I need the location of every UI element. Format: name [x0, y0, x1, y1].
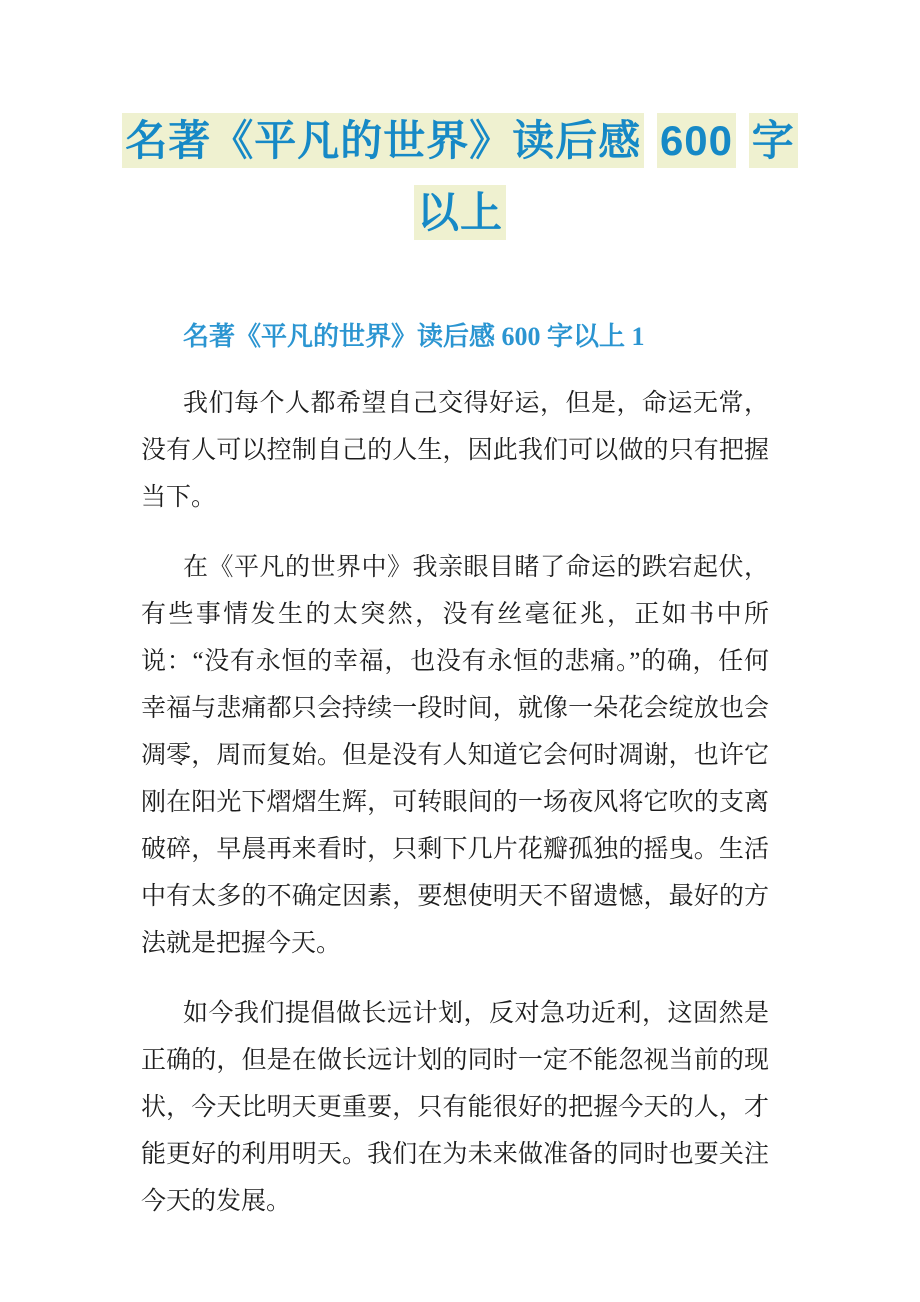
title-highlight-suffix: 字: [749, 113, 798, 168]
paragraph-3: 如今我们提倡做长远计划，反对急功近利，这固然是正确的，但是在做长远计划的同时一定不能忽视当前的现状，今天比明天更重要，只有能很好的把握今天的人，才能更好的利用明天。我们在为未来做准备的同时也要关注今天的发展。: [141, 1000, 769, 1215]
section-heading: 名著《平凡的世界》读后感 600 字以上 1: [183, 322, 645, 351]
document-title: [60, 105, 860, 249]
title-highlight-line2: 以上: [414, 185, 506, 240]
document-body: [141, 249, 769, 1248]
paragraph-2: 在《平凡的世界中》我亲眼目睹了命运的跌宕起伏，有些事情发生的太突然，没有丝毫征兆，正如书中所说：“没有永恒的幸福，也没有永恒的悲痛。”的确，任何幸福与悲痛都只会持续一段时间，就像一朵花会绽放也会凋零，周而复始。但是没有人知道它会何时凋谢，也许它刚在阳光下熠熠生辉，可转眼间的一场夜风将它吹的支离破碎，早晨再来看时，只剩下几片花瓣孤独的摇曳。生活中有太多的不确定因素，要想使明天不留遗憾，最好的方法就是把握今天。: [141, 554, 769, 957]
title-highlight-main: 名著《平凡的世界》读后感: [122, 113, 644, 168]
paragraph-1: 我们每个人都希望自己交得好运，但是，命运无常，没有人可以控制自己的人生，因此我们可以做的只有把握当下。: [141, 390, 769, 511]
title-highlight-number: 600: [657, 113, 736, 168]
